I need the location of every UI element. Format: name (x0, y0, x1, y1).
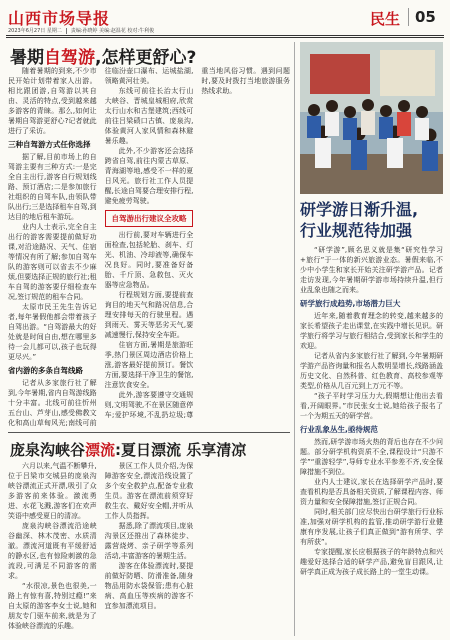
headline-line: 行业规范待加强 (300, 221, 413, 240)
drive-paragraph: 太原市民王先生告诉记者,每年暑假他都会带着孩子自驾出游。“自驾游最大的好处就是时间自由,想在哪里多待一会儿都可以,孩子也玩得更尽兴。” (8, 303, 97, 361)
page-number: 05 (408, 8, 436, 26)
headline-part: ,怎样更舒心? (95, 48, 197, 68)
rafting-paragraph: 景区工作人员介绍,为保障游客安全,漂流沿线设置了多个安全救护点,配备专业救生员。游客在漂流前须穿好救生衣、戴好安全帽,并听从工作人员指挥。 (104, 462, 194, 520)
column-divider (294, 42, 295, 636)
rafting-article-headline (10, 439, 246, 460)
drive-paragraph: 随着暑期的到来,不少市民开始计划带着家人出游。相比跟团游,自驾游以其自由、灵活的特点,受到越来越多游客的青睐。那么,如何让暑期自驾游更舒心?记者就此进行了采访。 (8, 67, 97, 135)
drive-paragraph: 记者从多家旅行社了解到,今年暑期,省内自驾游线路十分丰富。北线可前往忻州五台山、芦芽山,感受佛教文化和高山草甸风光;南线可前往临汾壶口瀑布、运城盐湖,领略黄河壮美。 (8, 67, 194, 427)
drive-paragraph: 业内人士表示,完全自主出行的游客需要提前做好功课,对沿途路况、天气、住宿等情况有所了解;参加自驾车队的游客则可以省去不少麻烦,但要选择正规的旅行社;租车自驾的游客要仔细检查车况,签订规范的租车合同。 (8, 223, 97, 301)
study-paragraph: 记者从省内多家旅行社了解到,今年暑期研学游产品咨询量和报名人数明显增长,线路涵盖历史文化、自然科普、红色教育、高校参观等类型,价格从几百元到上万元不等。 (300, 352, 443, 390)
study-article-body (300, 245, 443, 636)
rafting-paragraph: “水很凉,景色也很美,一路上有惊有喜,特别过瘾!”来自太原的游客李女士说,她和朋友专门驱车前来,就是为了体验峡谷漂流的乐趣。 (8, 582, 97, 630)
drive-paragraph: 东线可前往长治太行山大峡谷、晋城皇城相府,欣赏太行山水和古堡建筑;西线可前往吕梁碛口古镇、庞泉沟,体验黄河人家风情和森林避暑乐趣。 (104, 87, 194, 145)
dateline (8, 27, 154, 34)
study-subheading: 行业乱象丛生,亟待规范 (300, 425, 378, 434)
drive-paragraph: 出行前,要对车辆进行全面检查,包括轮胎、刹车、灯光、机油、冷却液等,确保车况良好。同时,要准备好备胎、千斤顶、急救包、灭火器等应急物品。 (104, 231, 194, 289)
drive-paragraph: 据了解,目前市场上的自驾游主要有三种方式:一是完全自主出行,游客自行规划线路、预订酒店;二是参加旅行社组织的自驾车队,由领队带队出行;三是选择租车自驾,到达目的地后租车游玩。 (8, 153, 97, 221)
students-group-photo (300, 42, 443, 194)
study-paragraph: “孩子平时学习压力大,假期想让他出去看看,开阔眼界。”市民张女士说,她给孩子报名了一个为期五天的研学营。 (300, 392, 443, 420)
headline-part: 庞泉沟峡谷 (10, 441, 86, 459)
section-name: 民生 (370, 10, 401, 28)
rafting-paragraph: 据悉,除了漂流项目,庞泉沟景区还推出了森林徒步、露营烧烤、亲子研学等系列活动,丰富游客的暑期生活。 (104, 522, 194, 560)
drive-paragraph: 行程规划方面,要提前查询目的地天气和路况信息,合理安排每天的行驶里程。遇到雨天、雾天等恶劣天气,要减速慢行,保持安全车距。 (104, 291, 194, 339)
headline-part: :夏日漂流 乐享清凉 (115, 441, 247, 459)
study-paragraph: “研学游”,顾名思义就是集“研究性学习+旅行”于一体的新兴旅游业态。暑假来临,不少中小学生和家长开始关注研学游产品。记者走访发现,今年暑期研学游市场持续升温,但行业乱象也随之而来。 (300, 246, 443, 294)
photo-illustration (300, 42, 443, 194)
headline-highlight: 漂流 (85, 441, 116, 459)
rafting-paragraph: 游客在体验漂流时,要提前做好防晒、防滑准备,随身物品用防水袋保管;患有心脏病、高血压等疾病的游客不宜参加漂流项目。 (104, 562, 194, 610)
drive-tips-box-heading: 自驾游出行建议全攻略 (105, 210, 194, 227)
headline-part: 暑期 (10, 48, 44, 68)
editor-credits: 责编:孙晓婷 美编:赵温花 校对:牛利俊 (66, 28, 154, 34)
drive-paragraph: 此外,游客要遵守交通规则,文明驾驶,不在景区随意停车;爱护环境,不乱扔垃圾;尊重当地风俗习惯。遇到问题时,要及时拨打当地旅游服务热线求助。 (104, 67, 290, 419)
drive-paragraph: 住宿方面,暑期是旅游旺季,热门景区周边酒店价格上涨,游客最好提前预订。餐饮方面,要选择干净卫生的餐馆,注意饮食安全。 (104, 341, 194, 389)
headline-line: 研学游日渐升温, (300, 200, 419, 219)
rafting-paragraph: 六月以来,气温不断攀升,位于吕梁市交城县的庞泉沟峡谷漂流正式开漂,吸引了众多游客前来体验。激流勇进、水花飞溅,游客们在欢声笑语中感受夏日的清凉。 (8, 462, 97, 520)
article-divider (8, 432, 290, 433)
drive-subheading: 三种自驾游方式任你选择 (8, 140, 91, 149)
drive-article-body (8, 66, 290, 428)
headline-highlight: 自驾游 (44, 48, 95, 68)
study-subheading: 研学旅行成趋势,市场潜力巨大 (300, 299, 401, 308)
study-paragraph: 专家提醒,家长应根据孩子的年龄特点和兴趣爱好选择合适的研学产品,避免盲目跟风,让研学真正成为孩子成长路上的一堂生动课。 (300, 548, 443, 576)
rafting-paragraph: 庞泉沟峡谷漂流沿途峡谷幽深、林木茂密、水质清澈。漂流河道既有平缓舒适的静水区,也有惊险刺激的急流段,可满足不同游客的需求。 (8, 522, 97, 580)
study-paragraph: 同时,相关部门应尽快出台研学旅行行业标准,加强对研学机构的监管,推动研学游行业健康有序发展,让孩子们真正做到“游有所学、学有所获”。 (300, 508, 443, 546)
rafting-article-body (8, 461, 290, 633)
newspaper-name: 山西市场导报 (8, 9, 111, 28)
masthead-rule (6, 35, 444, 38)
drive-paragraph: 此外,不少游客还会选择跨省自驾,前往内蒙古草原、青海湖等地,感受不一样的夏日风光。旅行社工作人员提醒,长途自驾要合理安排行程,避免疲劳驾驶。 (104, 147, 194, 205)
drive-subheading: 省内游的多条自驾线路 (8, 366, 83, 375)
drive-article-headline (10, 43, 196, 68)
study-paragraph: 然而,研学游市场火热的背后也存在不少问题。部分研学机构资质不全,课程设计“只游不学”“重游轻学”,导师专业水平参差不齐,安全保障措施不到位。 (300, 438, 443, 476)
study-article-headline (300, 199, 443, 241)
study-paragraph: 近年来,随着教育理念的转变,越来越多的家长希望孩子走出课堂,在实践中增长见识。研学旅行将学习与旅行相结合,受到家长和学生的欢迎。 (300, 312, 443, 350)
issue-date: 2023年6月27日 星期二 (8, 28, 62, 34)
study-paragraph: 业内人士建议,家长在选择研学产品时,要查看机构是否具备相关资质,了解课程内容、师资力量和安全保障措施,签订正规合同。 (300, 478, 443, 506)
